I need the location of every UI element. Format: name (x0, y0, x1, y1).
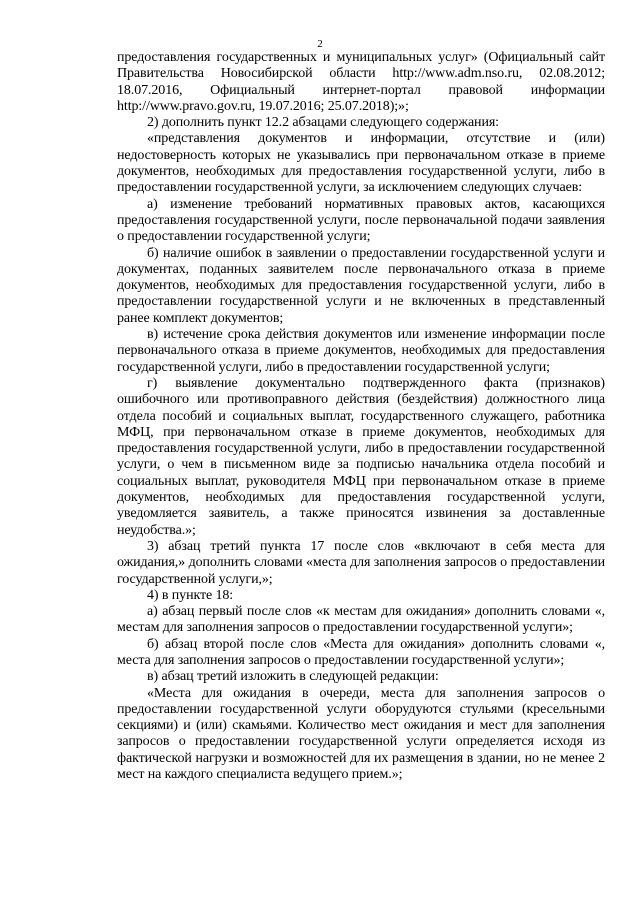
paragraph-subitem-v: в) истечение срока действия документов или изменение информации после первоначального отказа в приеме документов, необходимых для предоставления государственной услуги, либо в предоставлении государственной услуги; (117, 327, 605, 375)
paragraph-subitem-g: г) выявление документально подтвержденного факта (признаков) ошибочного или противоправного действия (бездействия) должностного лица отдела пособий и социальных выплат, государственного служащего, работника МФЦ, при первоначальном отказе в приеме документов, необходимых для предоставления государственной услуги, либо в предоставлении государственной услуги, о чем в письменном виде за подписью начальника отдела пособий и социальных выплат, руководителя МФЦ при первоначальном отказе в приеме документов, необходимых для предоставления государственной услуги, уведомляется заявитель, а также приносятся извинения за доставленные неудобства.»; (117, 375, 605, 538)
paragraph-item-3: 3) абзац третий пункта 17 после слов «включают в себя места для ожидания,» дополнить словами «места для заполнения запросов о предоставлении государственной услуги,»; (117, 538, 605, 587)
paragraph-subitem-b: б) наличие ошибок в заявлении о предоставлении государственной услуги и документах, поданных заявителем после первоначального отказа в приеме документов, необходимых для предоставления государственной услуги, либо в предоставлении государственной услуги и не включенных в представленный ранее комплект документов; (117, 245, 605, 326)
paragraph-item-4: 4) в пункте 18: (147, 587, 234, 603)
paragraph-subitem-a: а) изменение требований нормативных правовых актов, касающихся предоставления государственной услуги, после первоначальной подачи заявления о предоставлении государственной услуги; (117, 196, 605, 245)
paragraph-item-4a: а) абзац первый после слов «к местам для ожидания» дополнить словами «, местам для заполнения запросов о предоставлении государственной услуги»; (117, 604, 605, 636)
paragraph-new-wording: «Места для ожидания в очереди, места для заполнения запросов о предоставлении государственной услуги оборудуются стульями (кресельными секциями) и (или) скамьями. Количество мест ожидания и мест для заполнения запросов о предоставлении государственной услуги определяется исходя из фактической нагрузки и возможностей для их размещения в здании, но не менее 2 мест на каждого специалиста ведущего прием.»; (117, 685, 605, 783)
document-body (117, 50, 605, 783)
page-number: 2 (317, 38, 323, 50)
paragraph-item-4v: в) абзац третий изложить в следующей редакции: (147, 669, 439, 685)
paragraph-item-4b: б) абзац второй после слов «Места для ожидания» дополнить словами «, места для заполнения запросов о предоставлении государственной услуги»; (117, 636, 605, 668)
paragraph-item-2: 2) дополнить пункт 12.2 абзацами следующего содержания: (147, 115, 499, 131)
paragraph-quoted-clause: «представления документов и информации, отсутствие и (или) недостоверность которых не указывались при первоначальном отказе в приеме документов, необходимых для предоставления государственной услуги, либо в предоставлении государственной услуги, за исключением следующих случаев: (117, 131, 605, 196)
paragraph-intro-continuation: предоставления государственных и муниципальных услуг» (Официальный сайт Правительства Новосибирской области http://www.adm.nso.ru, 02.08.2012; 18.07.2016, Официальный интернет-портал правовой информации http://www.pravo.gov.ru, 19.07.2016; 25.07.2018);»; (117, 50, 605, 114)
